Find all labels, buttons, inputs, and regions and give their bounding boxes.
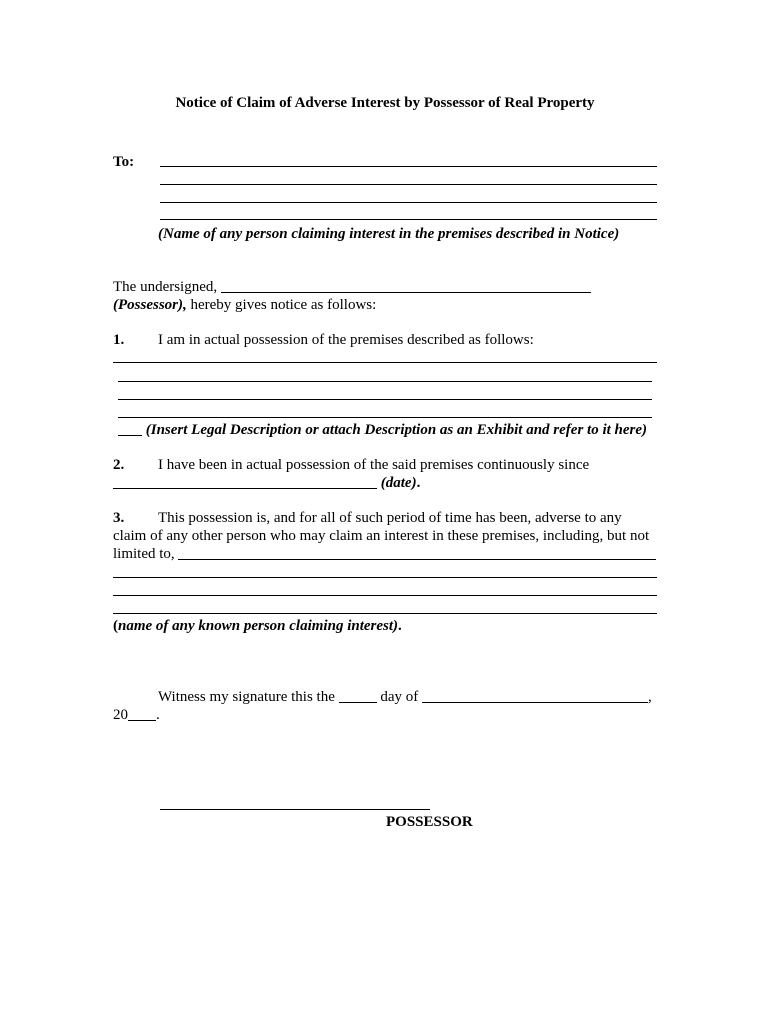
- witness-month-blank[interactable]: [422, 702, 648, 703]
- item-2: [113, 456, 673, 474]
- legal-description-caption-line: [118, 421, 647, 439]
- known-person-line-2[interactable]: [113, 577, 657, 578]
- item-2-number: 2.: [113, 457, 125, 473]
- possessor-label: (Possessor),: [113, 297, 187, 313]
- known-person-caption-open: (: [113, 618, 118, 634]
- gives-notice-text: hereby gives notice as follows:: [190, 297, 377, 313]
- witness-prefix: Witness my signature this the: [158, 689, 335, 705]
- limited-to-text: limited to,: [113, 546, 175, 562]
- legal-description-blank[interactable]: [118, 435, 142, 436]
- witness-day-of: day of: [380, 689, 419, 705]
- known-person-caption-line: [113, 617, 402, 635]
- known-person-line-4[interactable]: [113, 613, 657, 614]
- witness-line: [158, 688, 652, 706]
- recipient-line-3[interactable]: [160, 202, 657, 203]
- witness-comma: ,: [648, 689, 652, 705]
- item-3-line-2: claim of any other person who may claim an interest in these premises, including, but not: [113, 528, 650, 544]
- known-person-caption-period: .: [398, 618, 402, 634]
- item-1-text: I am in actual possession of the premises described as follows:: [158, 332, 534, 348]
- recipient-line-1[interactable]: [160, 166, 657, 167]
- item-1-number: 1.: [113, 332, 125, 348]
- date-label: (date): [380, 475, 417, 491]
- known-person-blank-1[interactable]: [178, 559, 656, 560]
- document-title: Notice of Claim of Adverse Interest by Possessor of Real Property: [175, 95, 595, 111]
- known-person-caption: name of any known person claiming interest): [118, 618, 399, 634]
- witness-day-blank[interactable]: [339, 702, 377, 703]
- witness-year-prefix: 20: [113, 707, 128, 723]
- witness-year-line: [113, 706, 160, 724]
- item-3-number: 3.: [113, 510, 125, 526]
- signature-line[interactable]: [160, 809, 430, 810]
- item-2-text: I have been in actual possession of the said premises continuously since: [158, 457, 590, 473]
- known-person-line-3[interactable]: [113, 595, 657, 596]
- recipient-line-2[interactable]: [160, 184, 657, 185]
- witness-year-period: .: [156, 707, 160, 723]
- signature-label: POSSESSOR: [386, 814, 473, 830]
- item-1: [113, 331, 673, 349]
- undersigned-line: [113, 278, 591, 296]
- possessor-line: [113, 296, 376, 314]
- item-3-line-1: This possession is, and for all of such period of time has been, adverse to any: [158, 510, 622, 526]
- undersigned-label: The undersigned,: [113, 279, 218, 295]
- date-blank[interactable]: [113, 488, 377, 489]
- legal-description-line-2[interactable]: [118, 381, 652, 382]
- item-3: [113, 509, 673, 527]
- to-label: To:: [113, 154, 135, 170]
- date-line: [113, 474, 420, 492]
- recipient-caption: (Name of any person claiming interest in the premises described in Notice): [158, 226, 620, 242]
- legal-description-caption: (Insert Legal Description or attach Description as an Exhibit and refer to it here): [145, 422, 648, 438]
- witness-year-blank[interactable]: [128, 720, 156, 721]
- legal-description-line-4[interactable]: [118, 417, 652, 418]
- recipient-line-4[interactable]: [160, 219, 657, 220]
- legal-description-line-3[interactable]: [118, 399, 652, 400]
- item-3-line-3: [113, 545, 656, 563]
- date-period: .: [416, 475, 421, 491]
- possessor-name-blank[interactable]: [221, 292, 591, 293]
- legal-description-line-1[interactable]: [113, 362, 657, 363]
